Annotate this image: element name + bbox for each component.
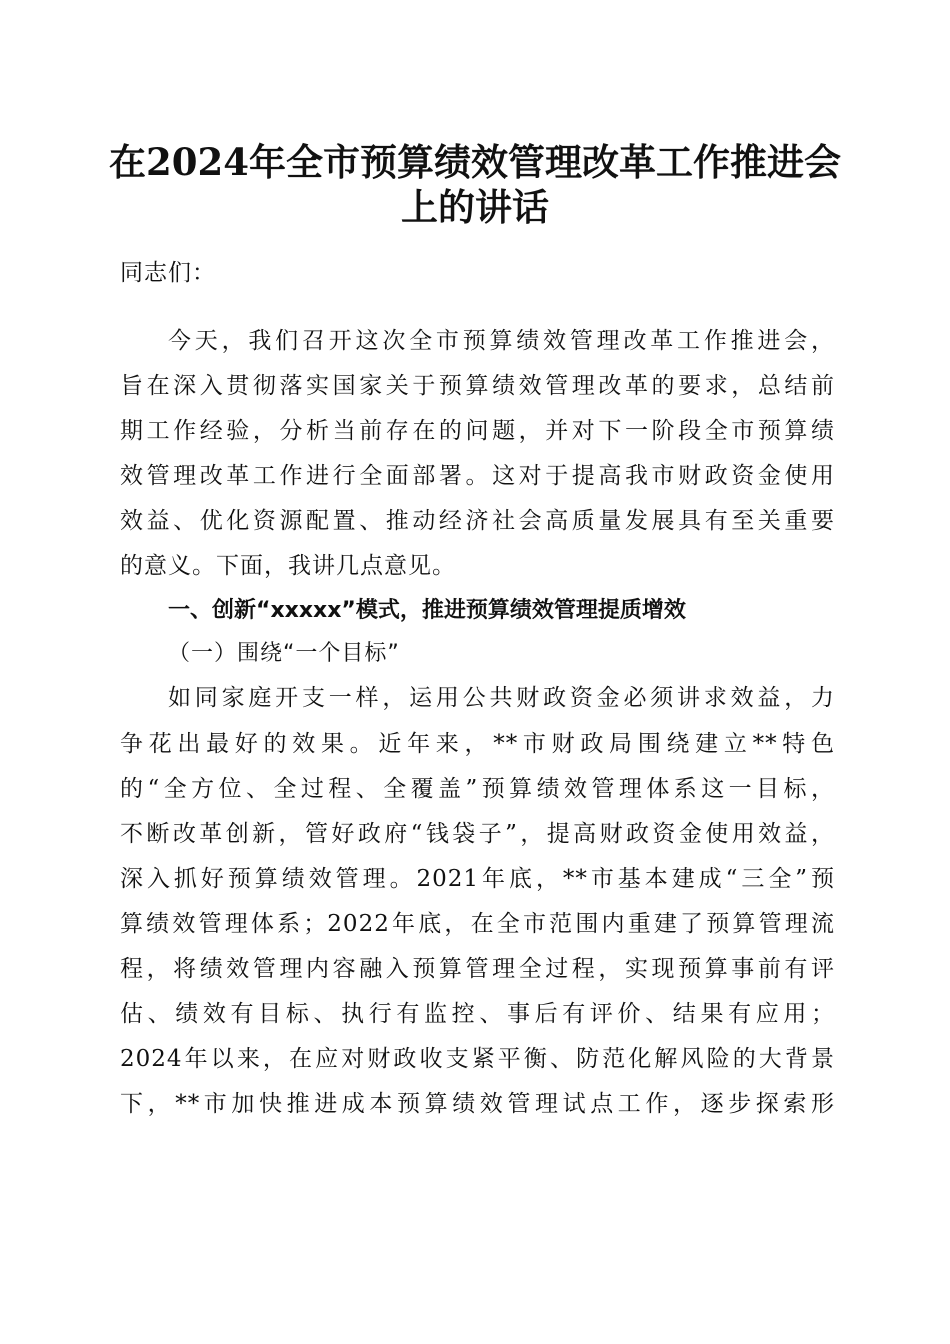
paragraph-2-line: 深入抓好预算绩效管理。2021年底，**市基本建成“三全”预 (120, 866, 835, 892)
paragraph-2-line: 如同家庭开支一样，运用公共财政资金必须讲求效益，力 (168, 685, 835, 711)
paragraph-1-line: 期工作经验，分析当前存在的问题，并对下一阶段全市预算绩 (120, 418, 835, 444)
document-title-line-1: 在2024年全市预算绩效管理改革工作推进会 (109, 140, 841, 184)
paragraph-2-line: 不断改革创新，管好政府“钱袋子”，提高财政资金使用效益， (120, 821, 835, 847)
paragraph-2-line: 估、绩效有目标、执行有监控、事后有评价、结果有应用； (120, 1001, 835, 1027)
subsection-heading-1: （一）围绕“一个目标” (168, 641, 400, 666)
section-heading-1: 一、创新“xxxxx”模式，推进预算绩效管理提质增效 (168, 598, 686, 623)
paragraph-2-line: 2024年以来，在应对财政收支紧平衡、防范化解风险的大背景 (120, 1046, 835, 1072)
paragraph-2-line: 程，将绩效管理内容融入预算管理全过程，实现预算事前有评 (120, 956, 835, 982)
paragraph-1-line: 旨在深入贯彻落实国家关于预算绩效管理改革的要求，总结前 (120, 373, 835, 399)
salutation: 同志们： (120, 260, 216, 286)
paragraph-1-line: 效管理改革工作进行全面部署。这对于提高我市财政资金使用 (120, 463, 835, 489)
paragraph-2-line: 算绩效管理体系；2022年底，在全市范围内重建了预算管理流 (120, 911, 835, 937)
paragraph-1-line: 的意义。下面，我讲几点意见。 (120, 553, 456, 579)
paragraph-2-line: 争花出最好的效果。近年来，**市财政局围绕建立**特色 (120, 731, 835, 757)
paragraph-1-line: 今天，我们召开这次全市预算绩效管理改革工作推进会， (168, 328, 835, 354)
paragraph-1-line: 效益、优化资源配置、推动经济社会高质量发展具有至关重要 (120, 508, 835, 534)
paragraph-2-line: 下，**市加快推进成本预算绩效管理试点工作，逐步探索形 (120, 1091, 835, 1117)
document-title-line-2: 上的讲话 (401, 185, 549, 229)
paragraph-2-line: 的“全方位、全过程、全覆盖”预算绩效管理体系这一目标， (120, 776, 835, 802)
